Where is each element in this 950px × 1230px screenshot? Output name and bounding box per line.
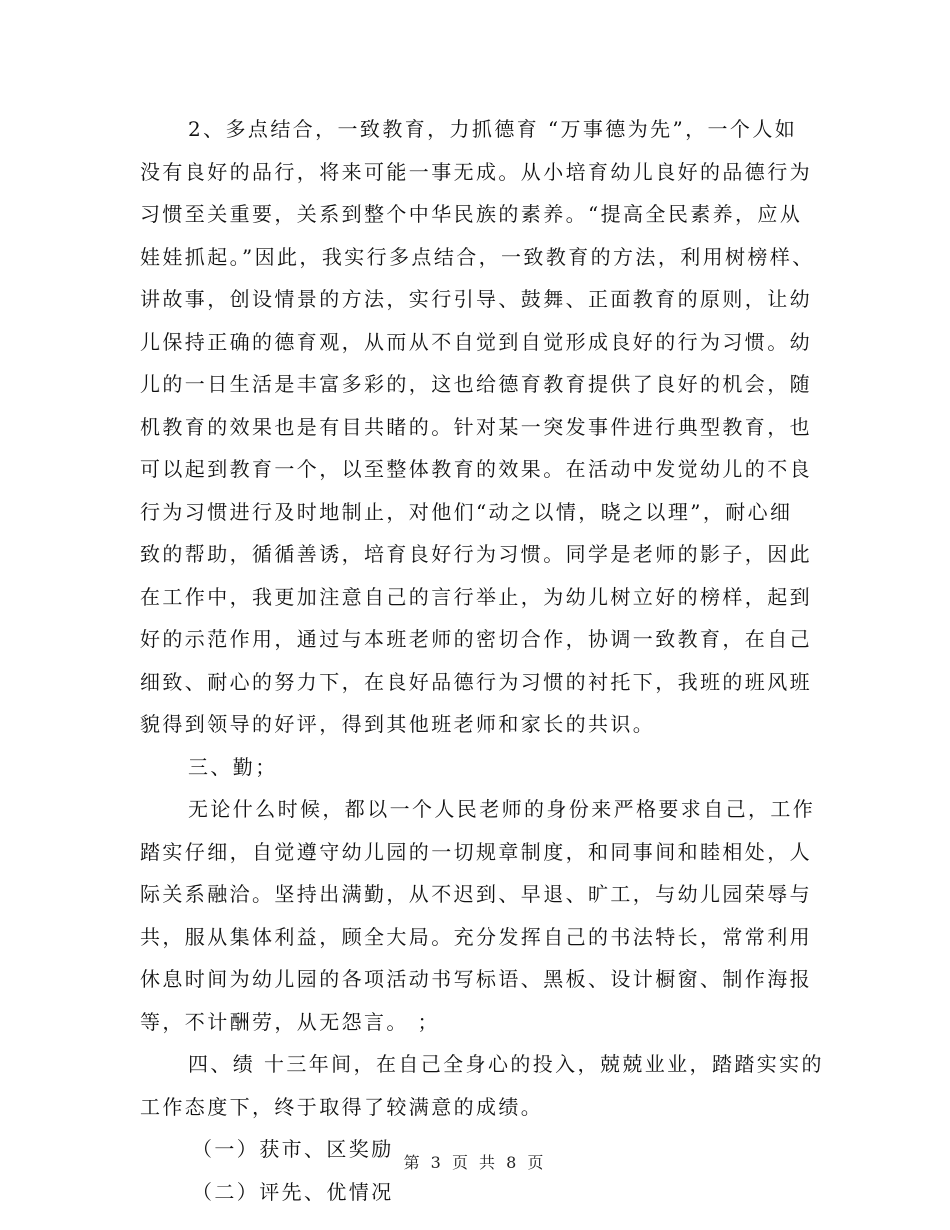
paragraph-line: 可以起到教育一个，以至整体教育的效果。在活动中发觉幼儿的不良 — [140, 457, 812, 481]
list-item: （二）评先、优情况 — [192, 1179, 394, 1204]
paragraph-line: 好的示范作用，通过与本班老师的密切合作，协调一致教育，在自己 — [140, 627, 812, 651]
paragraph-line: 儿的一日生活是丰富多彩的，这也给德育教育提供了良好的机会，随 — [140, 372, 812, 396]
paragraph-line: 致的帮助，循循善诱，培育良好行为习惯。同学是老师的影子，因此 — [140, 542, 812, 566]
paragraph-line: 行为习惯进行及时地制止，对他们“动之以情，晓之以理”，耐心细 — [140, 499, 793, 524]
document-body — [140, 108, 824, 1213]
list-item: （一）获市、区奖励 — [192, 1137, 394, 1161]
paragraph-line: 习惯至关重要，关系到整个中华民族的素养。“提高全民素养，应从 — [140, 202, 803, 226]
page-number-footer: 第 3 页 共 8 页 — [403, 1153, 547, 1172]
paragraph-line: 休息时间为幼儿园的各项活动书写标语、黑板、设计橱窗、制作海报 — [140, 967, 812, 991]
paragraph-line: 踏实仔细，自觉遵守幼儿园的一切规章制度，和同事间和睦相处，人 — [140, 839, 812, 864]
paragraph-line: 无论什么时候，都以一个人民老师的身份来严格要求自己，工作 — [188, 797, 816, 821]
paragraph-line: 细致、耐心的努力下，在良好品德行为习惯的衬托下，我班的班风班 — [140, 669, 812, 694]
section-heading: 三、勤； — [188, 754, 278, 779]
paragraph-line: 四、绩 十三年间，在自己全身心的投入，兢兢业业，踏踏实实的 — [188, 1052, 824, 1076]
paragraph-line: 机教育的效果也是有目共睹的。针对某一突发事件进行典型教育，也 — [140, 414, 812, 439]
paragraph-line: 没有良好的品行，将来可能一事无成。从小培育幼儿良好的品德行为 — [140, 159, 812, 184]
paragraph-line: 工作态度下，终于取得了较满意的成绩。 — [140, 1094, 544, 1119]
paragraph-line: 娃娃抓起。”因此，我实行多点结合，一致教育的方法，利用树榜样、 — [140, 244, 815, 269]
paragraph-line: 2、多点结合，一致教育，力抓德育 “万事德为先”，一个人如 — [188, 117, 798, 141]
paragraph-line: 貌得到领导的好评，得到其他班老师和家长的共识。 — [140, 712, 656, 736]
paragraph-line: 在工作中，我更加注意自己的言行举止，为幼儿树立好的榜样，起到 — [140, 584, 812, 609]
paragraph-line: 际关系融洽。坚持出满勤，从不迟到、早退、旷工，与幼儿园荣辱与 — [140, 882, 812, 906]
paragraph-line: 讲故事，创设情景的方法，实行引导、鼓舞、正面教育的原则，让幼 — [140, 287, 812, 311]
paragraph-line: 儿保持正确的德育观，从而从不自觉到自觉形成良好的行为习惯。幼 — [140, 329, 812, 354]
paragraph-line: 等，不计酬劳，从无怨言。 ； — [140, 1009, 440, 1034]
paragraph-line: 共，服从集体利益，顾全大局。充分发挥自己的书法特长，常常利用 — [140, 924, 812, 949]
